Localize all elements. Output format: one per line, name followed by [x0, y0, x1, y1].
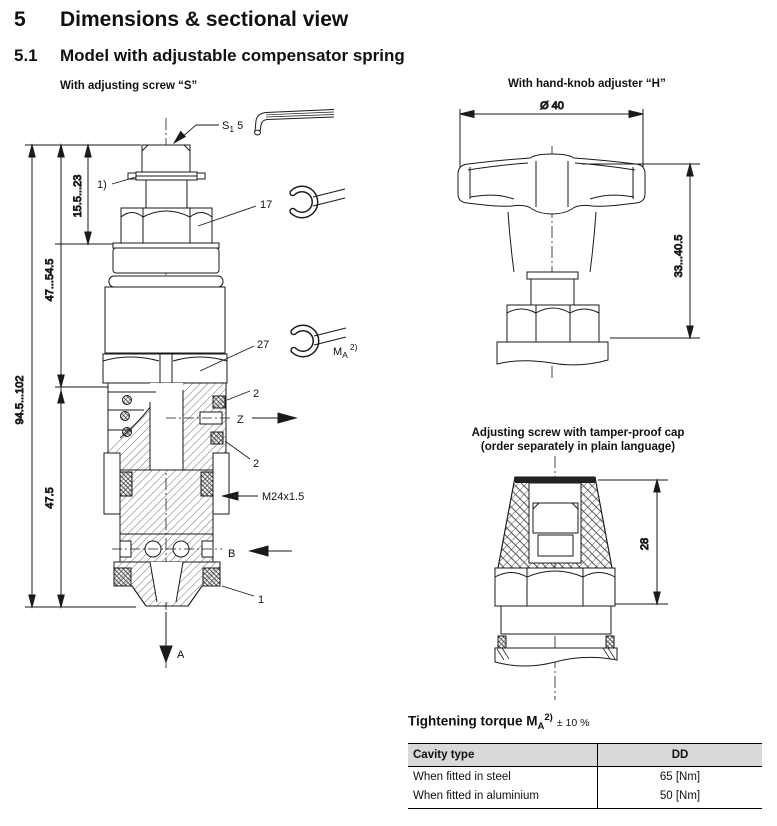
threaded-section — [120, 470, 213, 534]
screw-stem — [146, 180, 187, 208]
header-cavity-type: Cavity type — [413, 749, 475, 761]
caption-adjusting-screw: With adjusting screw “S” — [60, 80, 198, 92]
washer — [113, 243, 219, 248]
allen-size-label: $S_1$ 5 — [222, 120, 244, 134]
dim-upper-label: 47...54.5 — [44, 258, 56, 302]
spring-coil — [121, 412, 130, 421]
a-arrow — [160, 646, 172, 662]
dim-overall — [14, 145, 35, 607]
spool-seal-right — [201, 472, 213, 496]
dim-cap-height-label: 28 — [639, 537, 651, 551]
dim-screw-travel — [72, 145, 91, 244]
cell-dd: 50 [Nm] — [597, 786, 762, 805]
valve-sectional-lower — [104, 383, 229, 606]
allen-key-icon — [255, 110, 335, 135]
section-number: 5 — [14, 8, 26, 31]
hand-knob-drawing — [458, 100, 700, 378]
b-arrow — [250, 546, 268, 556]
cap-hex-nut — [495, 568, 615, 606]
thread-label: M24x1.5 — [262, 491, 305, 503]
dim-diameter-label: Ø 40 — [540, 100, 564, 112]
cap-valve-body — [501, 606, 611, 634]
dim-upper-lower — [44, 145, 64, 607]
o-ring-top — [213, 396, 225, 408]
valve-upper-body — [103, 145, 227, 383]
dim-lower-label: 47.5 — [44, 487, 56, 509]
torque-table-header-row — [408, 744, 762, 767]
caption-hand-knob: With hand-knob adjuster “H” — [508, 78, 666, 90]
wrench-size-27-label: 27 — [257, 339, 270, 351]
dim-screw-label: 15.5...23 — [72, 174, 84, 218]
nose-seal-left — [114, 568, 131, 586]
header-dd: DD — [597, 744, 762, 766]
o-ring-bottom — [211, 432, 223, 444]
view-b-label: B — [228, 548, 236, 560]
table-bottom-padding — [408, 805, 762, 808]
body-bead — [109, 276, 223, 287]
cross-hole-section — [120, 534, 213, 562]
adjusting-screw-head — [142, 145, 190, 172]
o-ring-top-label: 2 — [253, 388, 260, 400]
spring-coil — [123, 428, 132, 437]
dim-overall-label: 94.5...102 — [14, 375, 26, 425]
torque-title-sup: 2) — [544, 712, 553, 723]
view-a-label: A — [177, 649, 185, 661]
right-shoulder — [213, 453, 229, 514]
o-ring-bottom-label: 2 — [253, 458, 260, 470]
upper-cylinder — [113, 248, 219, 273]
knob-hex-nut — [507, 305, 599, 342]
cap-top-band — [515, 477, 595, 483]
subsection-number: 5.1 — [14, 46, 38, 65]
main-body — [105, 287, 225, 353]
view-z-label: Z — [237, 414, 244, 426]
hand-knob-body — [458, 154, 645, 365]
cell-cavity: When fitted in steel — [413, 770, 511, 783]
tamper-cap-drawing — [495, 456, 668, 700]
torque-table — [408, 743, 762, 809]
screw-model-drawing — [14, 110, 358, 669]
torque-title-sub: A — [537, 721, 545, 733]
caption-cap-line1: Adjusting screw with tamper-proof cap — [471, 427, 685, 439]
hex-27 — [103, 354, 227, 383]
caption-cap-line2: (order separately in plain language) — [480, 441, 676, 453]
cap-screw-head — [533, 503, 578, 533]
torque-title-tolerance: ± 10 % — [556, 716, 590, 729]
seal-label: 1 — [258, 594, 265, 606]
table-row — [408, 767, 762, 786]
cell-dd: 65 [Nm] — [597, 767, 762, 786]
left-shoulder — [104, 453, 120, 514]
knob-base-plate — [497, 342, 608, 365]
cell-cavity: When fitted in aluminium — [413, 789, 539, 802]
nose-seal-right — [203, 568, 220, 586]
footnote-ref-label: 1) — [97, 179, 107, 191]
subsection-title: Model with adjustable compensator spring — [60, 46, 405, 65]
section-title: Dimensions & sectional view — [60, 8, 349, 31]
open-end-wrench-icon — [293, 189, 345, 215]
spool-seal-left — [120, 472, 132, 496]
cap-body-break — [495, 648, 617, 666]
table-row — [408, 786, 762, 805]
wrench-size-17-label: 17 — [260, 199, 273, 211]
torque-table-title — [408, 712, 589, 732]
torque-title-text: Tightening torque M — [408, 713, 538, 729]
spring-coil — [123, 396, 132, 405]
tightening-torque-label: $M_A^{2)}$ — [333, 342, 358, 360]
tamper-cap-body — [495, 477, 617, 666]
z-arrow — [278, 413, 296, 423]
dim-height-label: 33...40.5 — [673, 234, 685, 278]
